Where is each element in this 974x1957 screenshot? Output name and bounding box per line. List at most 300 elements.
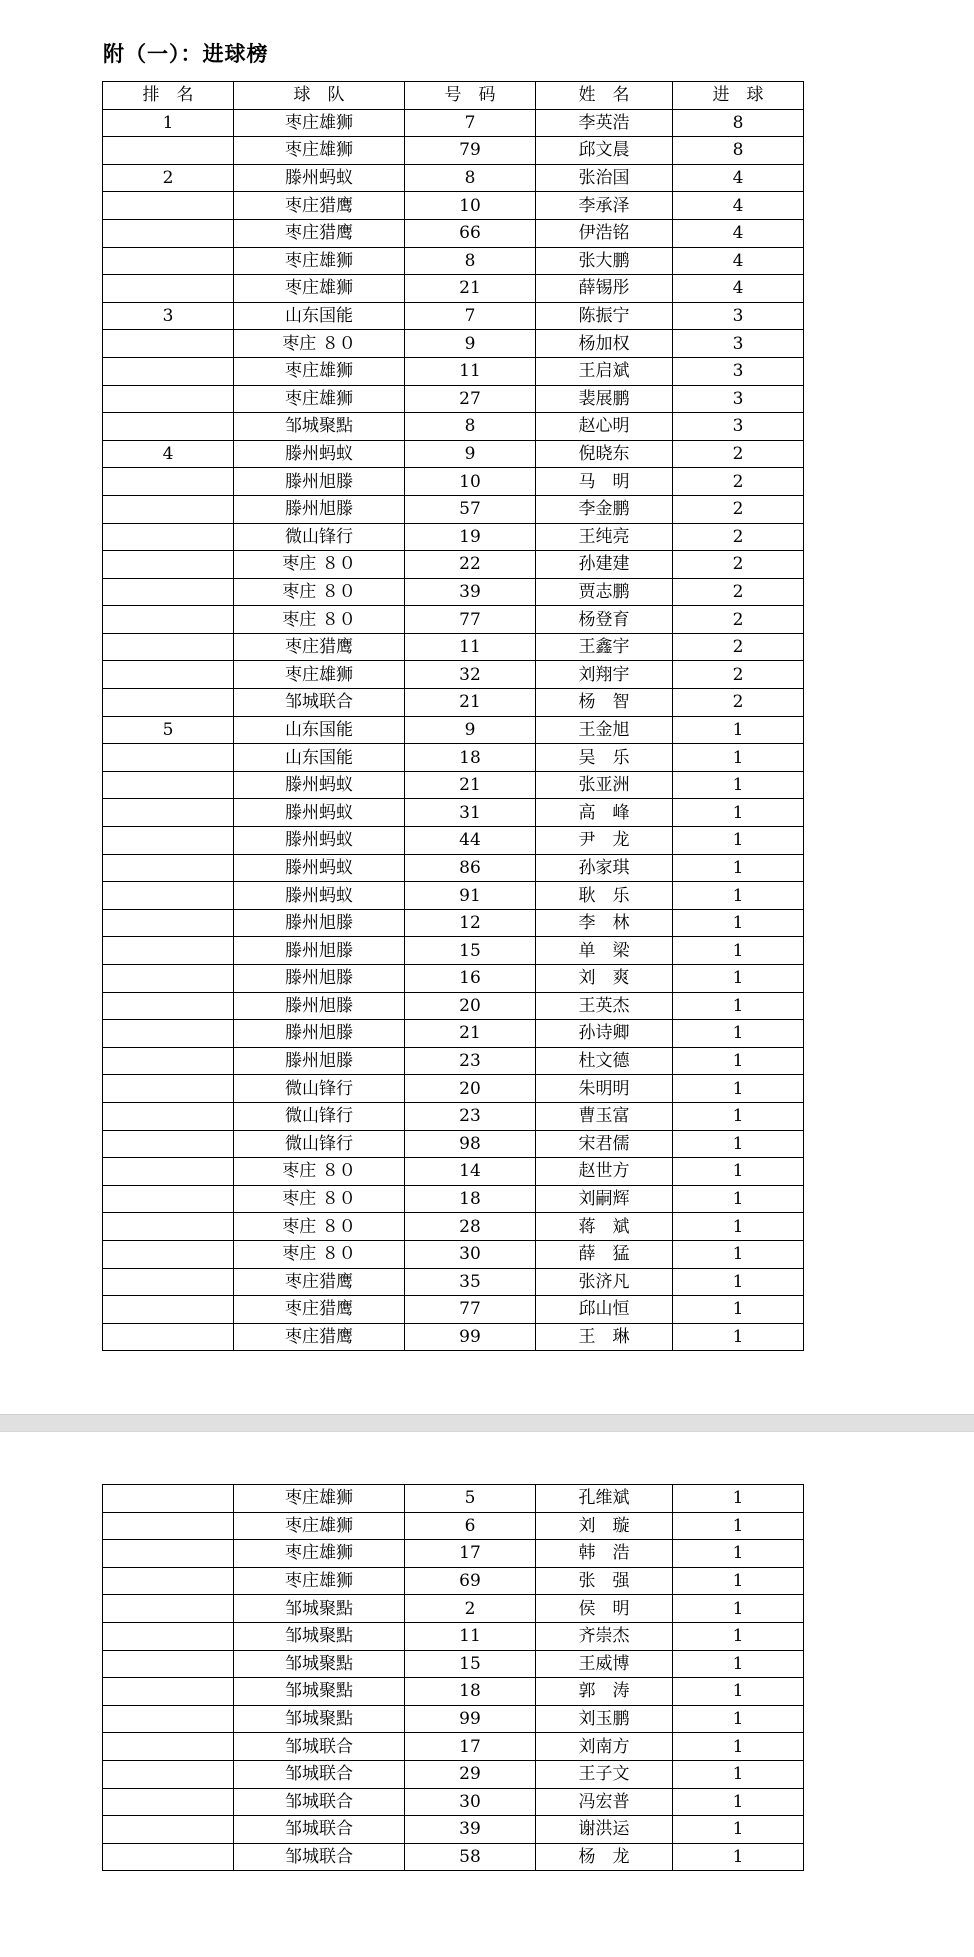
cell-goals: 1 <box>673 1296 804 1324</box>
cell-rank <box>103 1047 234 1075</box>
table-row <box>103 523 804 551</box>
cell-rank <box>103 771 234 799</box>
cell-team: 邹城聚點 <box>234 1622 405 1650</box>
cell-number: 5 <box>405 1485 536 1513</box>
cell-number: 6 <box>405 1512 536 1540</box>
cell-rank <box>103 1485 234 1513</box>
cell-team: 滕州旭滕 <box>234 992 405 1020</box>
cell-rank <box>103 1678 234 1706</box>
cell-number: 8 <box>405 164 536 192</box>
table-row <box>103 357 804 385</box>
cell-team: 邹城聚點 <box>234 1650 405 1678</box>
cell-rank <box>103 357 234 385</box>
cell-player-name: 赵世方 <box>536 1158 673 1186</box>
cell-goals: 2 <box>673 551 804 579</box>
cell-team: 邹城联合 <box>234 689 405 717</box>
cell-number: 23 <box>405 1102 536 1130</box>
cell-team: 滕州旭滕 <box>234 1047 405 1075</box>
cell-player-name: 张济凡 <box>536 1268 673 1296</box>
cell-number: 8 <box>405 413 536 441</box>
table-row <box>103 164 804 192</box>
table-row <box>103 1240 804 1268</box>
cell-player-name: 谢洪运 <box>536 1816 673 1844</box>
cell-team: 滕州蚂蚁 <box>234 854 405 882</box>
cell-player-name: 杨 龙 <box>536 1843 673 1871</box>
cell-team: 邹城联合 <box>234 1733 405 1761</box>
cell-team: 滕州旭滕 <box>234 937 405 965</box>
cell-goals: 1 <box>673 1047 804 1075</box>
cell-team: 枣庄 ８０ <box>234 1158 405 1186</box>
cell-number: 32 <box>405 661 536 689</box>
cell-player-name: 蒋 斌 <box>536 1213 673 1241</box>
table-row <box>103 495 804 523</box>
cell-goals: 1 <box>673 965 804 993</box>
cell-player-name: 杨登育 <box>536 606 673 634</box>
cell-player-name: 刘翔宇 <box>536 661 673 689</box>
cell-number: 57 <box>405 495 536 523</box>
cell-goals: 1 <box>673 1185 804 1213</box>
cell-goals: 8 <box>673 137 804 165</box>
cell-team: 微山锋行 <box>234 1130 405 1158</box>
cell-number: 99 <box>405 1323 536 1351</box>
cell-goals: 4 <box>673 164 804 192</box>
table-row <box>103 882 804 910</box>
cell-team: 枣庄 ８０ <box>234 1240 405 1268</box>
cell-number: 30 <box>405 1240 536 1268</box>
cell-number: 35 <box>405 1268 536 1296</box>
cell-number: 7 <box>405 302 536 330</box>
cell-number: 19 <box>405 523 536 551</box>
cell-player-name: 伊浩铭 <box>536 219 673 247</box>
cell-team: 滕州蚂蚁 <box>234 882 405 910</box>
cell-player-name: 孙诗卿 <box>536 1020 673 1048</box>
cell-number: 18 <box>405 1185 536 1213</box>
cell-team: 滕州旭滕 <box>234 1020 405 1048</box>
cell-goals: 3 <box>673 385 804 413</box>
cell-number: 22 <box>405 551 536 579</box>
table-row <box>103 661 804 689</box>
cell-number: 17 <box>405 1733 536 1761</box>
cell-rank <box>103 495 234 523</box>
cell-rank <box>103 1185 234 1213</box>
cell-team: 枣庄 ８０ <box>234 578 405 606</box>
cell-rank <box>103 1705 234 1733</box>
cell-player-name: 张治国 <box>536 164 673 192</box>
cell-goals: 4 <box>673 192 804 220</box>
table-body-page-2 <box>103 1485 804 1871</box>
cell-team: 枣庄 ８０ <box>234 606 405 634</box>
cell-player-name: 杨 智 <box>536 689 673 717</box>
cell-player-name: 马 明 <box>536 468 673 496</box>
cell-number: 91 <box>405 882 536 910</box>
cell-rank: 4 <box>103 440 234 468</box>
table-row <box>103 1296 804 1324</box>
cell-rank: 2 <box>103 164 234 192</box>
cell-player-name: 王金旭 <box>536 716 673 744</box>
cell-goals: 1 <box>673 1622 804 1650</box>
cell-rank <box>103 882 234 910</box>
cell-number: 30 <box>405 1788 536 1816</box>
cell-player-name: 李 林 <box>536 909 673 937</box>
cell-team: 枣庄雄狮 <box>234 1485 405 1513</box>
cell-goals: 1 <box>673 992 804 1020</box>
cell-player-name: 王威博 <box>536 1650 673 1678</box>
cell-team: 枣庄雄狮 <box>234 1540 405 1568</box>
cell-player-name: 王鑫宇 <box>536 633 673 661</box>
cell-number: 11 <box>405 357 536 385</box>
cell-goals: 1 <box>673 882 804 910</box>
cell-rank <box>103 137 234 165</box>
cell-team: 山东国能 <box>234 716 405 744</box>
table-row <box>103 440 804 468</box>
cell-number: 20 <box>405 992 536 1020</box>
cell-player-name: 郭 涛 <box>536 1678 673 1706</box>
cell-goals: 4 <box>673 219 804 247</box>
cell-rank <box>103 1268 234 1296</box>
cell-team: 滕州旭滕 <box>234 965 405 993</box>
cell-team: 邹城联合 <box>234 1843 405 1871</box>
cell-rank <box>103 1788 234 1816</box>
cell-rank <box>103 1733 234 1761</box>
cell-team: 枣庄 ８０ <box>234 1185 405 1213</box>
table-row <box>103 1485 804 1513</box>
cell-goals: 3 <box>673 357 804 385</box>
cell-player-name: 孙建建 <box>536 551 673 579</box>
cell-player-name: 王启斌 <box>536 357 673 385</box>
cell-team: 山东国能 <box>234 744 405 772</box>
cell-number: 11 <box>405 1622 536 1650</box>
cell-player-name: 单 梁 <box>536 937 673 965</box>
cell-player-name: 王纯亮 <box>536 523 673 551</box>
cell-player-name: 吴 乐 <box>536 744 673 772</box>
cell-goals: 2 <box>673 495 804 523</box>
cell-team: 枣庄雄狮 <box>234 385 405 413</box>
cell-rank <box>103 1650 234 1678</box>
cell-player-name: 宋君儒 <box>536 1130 673 1158</box>
cell-rank <box>103 1622 234 1650</box>
cell-number: 44 <box>405 827 536 855</box>
scorers-table-page-1 <box>102 81 804 1351</box>
cell-goals: 2 <box>673 578 804 606</box>
table-row <box>103 1512 804 1540</box>
cell-rank <box>103 633 234 661</box>
table-row <box>103 1268 804 1296</box>
cell-player-name: 李金鹏 <box>536 495 673 523</box>
cell-player-name: 刘南方 <box>536 1733 673 1761</box>
cell-rank <box>103 247 234 275</box>
cell-team: 枣庄 ８０ <box>234 330 405 358</box>
cell-number: 18 <box>405 744 536 772</box>
cell-rank <box>103 1213 234 1241</box>
cell-team: 枣庄雄狮 <box>234 357 405 385</box>
cell-goals: 1 <box>673 937 804 965</box>
page-title: 附（一）：进球榜 <box>103 42 269 66</box>
cell-player-name: 杨加权 <box>536 330 673 358</box>
cell-number: 86 <box>405 854 536 882</box>
table-row <box>103 992 804 1020</box>
cell-rank <box>103 689 234 717</box>
cell-player-name: 耿 乐 <box>536 882 673 910</box>
cell-player-name: 曹玉富 <box>536 1102 673 1130</box>
cell-goals: 1 <box>673 1512 804 1540</box>
cell-team: 枣庄猎鹰 <box>234 633 405 661</box>
cell-player-name: 尹 龙 <box>536 827 673 855</box>
cell-rank <box>103 606 234 634</box>
cell-number: 9 <box>405 440 536 468</box>
cell-number: 21 <box>405 1020 536 1048</box>
cell-number: 79 <box>405 137 536 165</box>
cell-goals: 1 <box>673 1130 804 1158</box>
table-row <box>103 302 804 330</box>
cell-rank: 3 <box>103 302 234 330</box>
cell-goals: 2 <box>673 661 804 689</box>
cell-player-name: 张亚洲 <box>536 771 673 799</box>
cell-rank <box>103 551 234 579</box>
cell-number: 14 <box>405 1158 536 1186</box>
cell-number: 2 <box>405 1595 536 1623</box>
table-row <box>103 551 804 579</box>
cell-player-name: 王子文 <box>536 1760 673 1788</box>
cell-rank <box>103 275 234 303</box>
cell-player-name: 李英浩 <box>536 109 673 137</box>
cell-player-name: 高 峰 <box>536 799 673 827</box>
cell-goals: 3 <box>673 330 804 358</box>
page-separator <box>0 1414 974 1432</box>
cell-player-name: 倪晓东 <box>536 440 673 468</box>
header-team: 球 队 <box>234 82 405 110</box>
cell-number: 21 <box>405 771 536 799</box>
cell-rank <box>103 1020 234 1048</box>
cell-player-name: 刘 璇 <box>536 1512 673 1540</box>
table-row <box>103 275 804 303</box>
header-number: 号 码 <box>405 82 536 110</box>
cell-number: 27 <box>405 385 536 413</box>
cell-team: 枣庄雄狮 <box>234 137 405 165</box>
cell-goals: 2 <box>673 633 804 661</box>
table-row <box>103 1102 804 1130</box>
cell-player-name: 贾志鹏 <box>536 578 673 606</box>
cell-number: 12 <box>405 909 536 937</box>
cell-rank <box>103 1158 234 1186</box>
cell-rank <box>103 219 234 247</box>
cell-team: 邹城聚點 <box>234 413 405 441</box>
cell-goals: 1 <box>673 1816 804 1844</box>
cell-rank <box>103 578 234 606</box>
table-row <box>103 1678 804 1706</box>
cell-player-name: 孔维斌 <box>536 1485 673 1513</box>
cell-player-name: 薛 猛 <box>536 1240 673 1268</box>
cell-rank <box>103 1760 234 1788</box>
table-body-page-1 <box>103 109 804 1351</box>
cell-rank <box>103 661 234 689</box>
cell-number: 31 <box>405 799 536 827</box>
cell-number: 11 <box>405 633 536 661</box>
cell-goals: 1 <box>673 1540 804 1568</box>
cell-goals: 1 <box>673 1650 804 1678</box>
cell-team: 滕州蚂蚁 <box>234 771 405 799</box>
cell-rank <box>103 1843 234 1871</box>
cell-goals: 1 <box>673 1843 804 1871</box>
cell-number: 15 <box>405 1650 536 1678</box>
cell-goals: 3 <box>673 413 804 441</box>
table-row <box>103 1213 804 1241</box>
table-row <box>103 192 804 220</box>
cell-goals: 1 <box>673 1240 804 1268</box>
cell-team: 枣庄猎鹰 <box>234 192 405 220</box>
cell-team: 枣庄猎鹰 <box>234 219 405 247</box>
cell-rank <box>103 192 234 220</box>
table-row <box>103 1788 804 1816</box>
cell-number: 9 <box>405 330 536 358</box>
table-row <box>103 1622 804 1650</box>
cell-rank <box>103 1075 234 1103</box>
cell-player-name: 邱山恒 <box>536 1296 673 1324</box>
cell-number: 7 <box>405 109 536 137</box>
cell-number: 66 <box>405 219 536 247</box>
cell-team: 邹城聚點 <box>234 1678 405 1706</box>
cell-number: 39 <box>405 1816 536 1844</box>
cell-goals: 4 <box>673 247 804 275</box>
cell-team: 邹城聚點 <box>234 1705 405 1733</box>
cell-team: 滕州旭滕 <box>234 909 405 937</box>
table-row <box>103 1540 804 1568</box>
table-row <box>103 1047 804 1075</box>
cell-number: 28 <box>405 1213 536 1241</box>
cell-rank <box>103 992 234 1020</box>
cell-rank <box>103 413 234 441</box>
table-row <box>103 1843 804 1871</box>
cell-number: 23 <box>405 1047 536 1075</box>
cell-rank <box>103 385 234 413</box>
cell-team: 邹城联合 <box>234 1816 405 1844</box>
cell-player-name: 邱文晨 <box>536 137 673 165</box>
cell-team: 枣庄雄狮 <box>234 109 405 137</box>
cell-player-name: 刘嗣辉 <box>536 1185 673 1213</box>
table-row <box>103 413 804 441</box>
cell-number: 15 <box>405 937 536 965</box>
cell-number: 98 <box>405 1130 536 1158</box>
table-row <box>103 385 804 413</box>
cell-number: 17 <box>405 1540 536 1568</box>
cell-rank <box>103 1540 234 1568</box>
cell-team: 枣庄雄狮 <box>234 661 405 689</box>
cell-goals: 1 <box>673 1102 804 1130</box>
table-row <box>103 606 804 634</box>
cell-number: 18 <box>405 1678 536 1706</box>
cell-number: 9 <box>405 716 536 744</box>
table-row <box>103 1020 804 1048</box>
table-row <box>103 578 804 606</box>
cell-number: 21 <box>405 689 536 717</box>
cell-goals: 1 <box>673 716 804 744</box>
cell-rank <box>103 1240 234 1268</box>
header-goals: 进 球 <box>673 82 804 110</box>
cell-team: 微山锋行 <box>234 1075 405 1103</box>
cell-rank <box>103 523 234 551</box>
cell-rank <box>103 744 234 772</box>
cell-rank <box>103 1595 234 1623</box>
cell-player-name: 张 强 <box>536 1567 673 1595</box>
cell-team: 邹城联合 <box>234 1788 405 1816</box>
cell-team: 枣庄猎鹰 <box>234 1323 405 1351</box>
cell-team: 滕州蚂蚁 <box>234 164 405 192</box>
cell-rank <box>103 1512 234 1540</box>
cell-team: 枣庄 ８０ <box>234 551 405 579</box>
table-row <box>103 137 804 165</box>
header-name: 姓 名 <box>536 82 673 110</box>
table-row <box>103 1158 804 1186</box>
cell-rank <box>103 468 234 496</box>
cell-goals: 8 <box>673 109 804 137</box>
cell-player-name: 张大鹏 <box>536 247 673 275</box>
table-row <box>103 1650 804 1678</box>
cell-player-name: 王 琳 <box>536 1323 673 1351</box>
cell-number: 39 <box>405 578 536 606</box>
cell-team: 滕州蚂蚁 <box>234 799 405 827</box>
table-row <box>103 1595 804 1623</box>
table-row <box>103 689 804 717</box>
cell-goals: 2 <box>673 523 804 551</box>
cell-rank <box>103 1567 234 1595</box>
cell-rank <box>103 937 234 965</box>
cell-team: 滕州蚂蚁 <box>234 827 405 855</box>
cell-goals: 1 <box>673 771 804 799</box>
cell-goals: 3 <box>673 302 804 330</box>
header-rank: 排 名 <box>103 82 234 110</box>
cell-player-name: 杜文德 <box>536 1047 673 1075</box>
cell-rank <box>103 909 234 937</box>
cell-player-name: 朱明明 <box>536 1075 673 1103</box>
cell-player-name: 刘 爽 <box>536 965 673 993</box>
cell-number: 8 <box>405 247 536 275</box>
cell-goals: 2 <box>673 689 804 717</box>
cell-goals: 1 <box>673 1678 804 1706</box>
table-row <box>103 1705 804 1733</box>
cell-number: 21 <box>405 275 536 303</box>
table-row <box>103 468 804 496</box>
cell-player-name: 刘玉鹏 <box>536 1705 673 1733</box>
cell-player-name: 王英杰 <box>536 992 673 1020</box>
cell-rank <box>103 1102 234 1130</box>
cell-goals: 4 <box>673 275 804 303</box>
cell-rank <box>103 799 234 827</box>
cell-rank <box>103 1130 234 1158</box>
cell-goals: 1 <box>673 1213 804 1241</box>
cell-number: 99 <box>405 1705 536 1733</box>
cell-rank <box>103 1296 234 1324</box>
cell-goals: 2 <box>673 468 804 496</box>
cell-player-name: 齐崇杰 <box>536 1622 673 1650</box>
cell-rank: 1 <box>103 109 234 137</box>
cell-team: 枣庄雄狮 <box>234 1567 405 1595</box>
cell-goals: 1 <box>673 1788 804 1816</box>
cell-number: 69 <box>405 1567 536 1595</box>
table-row <box>103 1816 804 1844</box>
scorers-table-page-2 <box>102 1484 804 1871</box>
cell-team: 邹城聚點 <box>234 1595 405 1623</box>
cell-goals: 1 <box>673 799 804 827</box>
cell-team: 枣庄猎鹰 <box>234 1268 405 1296</box>
cell-goals: 2 <box>673 440 804 468</box>
cell-team: 邹城联合 <box>234 1760 405 1788</box>
cell-goals: 1 <box>673 1158 804 1186</box>
cell-number: 58 <box>405 1843 536 1871</box>
cell-goals: 2 <box>673 606 804 634</box>
table-row <box>103 633 804 661</box>
cell-goals: 1 <box>673 1567 804 1595</box>
cell-goals: 1 <box>673 1760 804 1788</box>
table-row <box>103 1075 804 1103</box>
